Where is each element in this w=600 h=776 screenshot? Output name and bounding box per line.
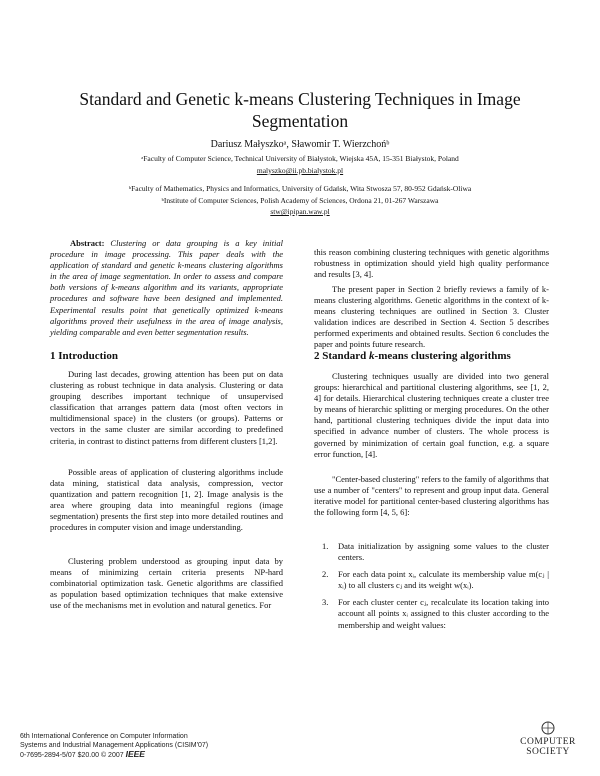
algorithm-step xyxy=(314,541,549,563)
step-number: 2. xyxy=(322,569,329,580)
section-2-paragraph-1: Clustering techniques usually are divided into two general groups: hierarchical and partitional clustering algorithms, see [1, 2, 4] for details. Hierarchical clustering techniques create a cluster tree by means of hierarchic splitting or merging procedures. On the other hand, partitional clustering techniques divide the input data into specified in advance number of clusters. The whole process is governed by minimization of certain goal function, e.g. a square error function, [4]. xyxy=(314,371,549,459)
author-list: Dariusz Małyszkoᵃ, Sławomir T. Wierzchońᵇ xyxy=(210,139,390,150)
section-2-heading-rest: -means clustering algorithms xyxy=(374,350,511,362)
section-2-heading xyxy=(314,349,511,363)
title-line-1: Standard and Genetic k-means Clustering Techniques in Image xyxy=(79,89,521,109)
paper-title xyxy=(60,88,540,132)
footer-isbn: 0-7695-2894-5/07 $20.00 © 2007 xyxy=(20,752,126,760)
ieee-logo-text: IEEE xyxy=(125,749,145,760)
step-text: For each data point xᵢ, calculate its membership value m(cⱼ | xᵢ) to all clusters cⱼ and its weight w(xᵢ). xyxy=(338,569,549,591)
step-text: Data initialization by assigning some values to the cluster centers. xyxy=(338,541,549,563)
algorithm-step xyxy=(314,569,549,591)
abstract xyxy=(50,238,283,338)
abstract-label: Abstract: xyxy=(70,238,105,248)
algorithm-step xyxy=(314,597,549,630)
logo-line-1: COMPUTER xyxy=(520,737,576,747)
affiliation-b2: ᵇInstitute of Computer Sciences, Polish Academy of Sciences, Ordona 21, 01-267 Warszawa xyxy=(161,196,439,205)
intro-paragraph-1: During last decades, growing attention has been put on data clustering as robust technique in data analysis. Clustering or data grouping describes important technique of unsupervised classification that arranges pattern data (most often vectors in multidimensional space) in the clusters (or groups). Patterns or vectors in the same cluster are similar according to predefined criteria, in contrast to distinct patterns from different clusters [1,2]. xyxy=(50,369,283,446)
section-2-paragraph-2: "Center-based clustering" refers to the family of algorithms that use a number of "centers" to represent and group input data. General iterative model for partitional center-based clustering algorithms has the following form [4, 5, 6]: xyxy=(314,474,549,518)
logo-line-2: SOCIETY xyxy=(526,747,570,757)
email-a-link[interactable]: malyszko@ii.pb.bialystok.pl xyxy=(256,166,344,175)
intro-paragraph-3: Clustering problem understood as grouping input data by means of minimizing certain criteria presents NP-hard combinatorial optimization task. Genetic algorithms are classified as population based optimization techniques that make extensive use of the mechanisms met in evolution and natural genetics. For xyxy=(50,556,283,611)
intro-paragraph-2: Possible areas of application of clustering algorithms include data mining, statistical data analysis, compression, vector quantization and pattern recognition [1, 2]. Image analysis is the area where grouping data into meaningful regions (image segmentation) presents the first step into more detailed routines and procedures in computer vision and image understanding. xyxy=(50,467,283,533)
section-1-heading: 1 Introduction xyxy=(50,350,118,362)
section-2-heading-num: 2 Standard xyxy=(314,350,370,362)
computer-society-logo-text xyxy=(512,737,584,757)
abstract-text: Clustering or data grouping is a key initial procedure in image processing. This paper deals with the application of standard and genetic k-means clustering algorithms in the area of image segmentation. In order to assess and compare both versions of k-means algorithm and its variants, appropriate procedures and software have been designed and implemented. Experimental results point that genetically optimized k-means algorithms proved their usefulness in the area of image analysis, yielding comparable and even better segmentation results. xyxy=(50,238,283,337)
affiliation-b1: ᵇFaculty of Mathematics, Physics and Informatics, University of Gdańsk, Wita Stwosza 57, 80-952 Gdańsk-Oliwa xyxy=(128,184,472,193)
email-b-link[interactable]: stw@ipipan.waw.pl xyxy=(270,207,330,216)
footer-line-2: Systems and Industrial Management Applications (CISIM'07) xyxy=(20,741,209,749)
section-2-heading-italic: k xyxy=(369,350,375,362)
title-line-2: Segmentation xyxy=(251,111,349,131)
affiliation-a: ᵃFaculty of Computer Science, Technical University of Białystok, Wiejska 45A, 15-351 Białystok, Poland xyxy=(141,154,459,163)
step-number: 3. xyxy=(322,597,329,608)
step-text: For each cluster center cⱼ, recalculate its location taking into account all points xᵢ assigned to this cluster according to the membership and weight values: xyxy=(338,597,549,630)
step-number: 1. xyxy=(322,541,329,551)
footer-line-3 xyxy=(20,750,208,761)
algorithm-steps-list xyxy=(314,541,549,637)
conference-footer xyxy=(20,733,208,761)
intro-continuation: this reason combining clustering techniques with genetic algorithms robustness in optimization should yield high quality performance and results [3, 4]. xyxy=(314,246,549,279)
paper-overview: The present paper in Section 2 briefly reviews a family of k-means clustering algorithms. Genetic algorithms in the context of k-means clustering techniques are outlined in Section 3. Cluster validation indices are described in Section 4. Section 5 describes performed experiments and obtained results. Section 6 concludes the paper and points future research. xyxy=(314,284,549,350)
footer-line-1: 6th International Conference on Computer Information xyxy=(20,733,188,740)
